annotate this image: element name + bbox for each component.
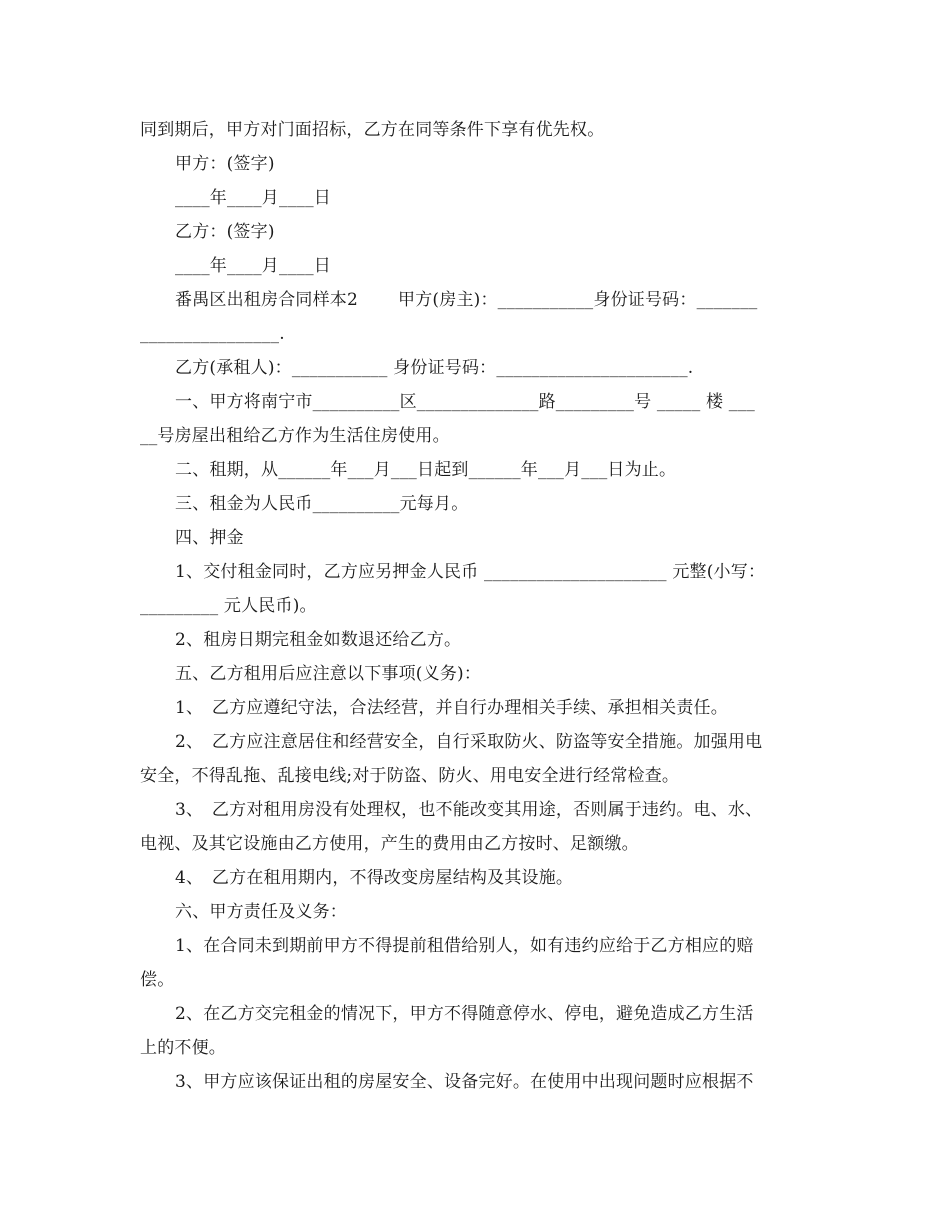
text-line: ________________. [140, 324, 285, 344]
party-b-line: 乙方(承租人)：___________ 身份证号码：______________________. [175, 358, 694, 378]
clause-1: 一、甲方将南宁市__________区______________路_________号 _____ 楼 ___ [175, 392, 755, 412]
text-line: 4、 乙方在租用期内，不得改变房屋结构及其设施。 [175, 868, 574, 888]
text-line: 3、甲方应该保证出租的房屋安全、设备完好。在使用中出现问题时应根据不 [175, 1072, 754, 1092]
text-line: 同到期后，甲方对门面招标，乙方在同等条件下享有优先权。 [140, 120, 605, 140]
text-line: 安全，不得乱拖、乱接电线;对于防盗、防火、用电安全进行经常检查。 [140, 766, 680, 786]
text-line: 2、 乙方应注意居住和经营安全，自行采取防火、防盗等安全措施。加强用电 [175, 732, 763, 752]
clause-2: 二、租期，从______年___月___日起到______年___月___日为止。 [175, 460, 677, 480]
text-line: _________ 元人民币)。 [140, 596, 317, 616]
text-line: 1、交付租金同时，乙方应另押金人民币 _____________________ 元整(小写： [175, 562, 766, 582]
text-line: 1、 乙方应遵纪守法，合法经营，并自行办理相关手续、承担相关责任。 [175, 698, 728, 718]
clause-4-heading: 四、押金 [175, 528, 244, 548]
contract-title-line: 番禺区出租房合同样本2 甲方(房主)：___________身份证号码：_______ [175, 290, 758, 310]
clause-3: 三、租金为人民币__________元每月。 [175, 494, 469, 514]
date-line: ____年____月____日 [175, 188, 331, 208]
text-line: __号房屋出租给乙方作为生活住房使用。 [140, 426, 450, 446]
party-b-signature: 乙方：(签字) [175, 222, 275, 242]
text-line: 电视、及其它设施由乙方使用，产生的费用由乙方按时、足额缴。 [140, 834, 639, 854]
text-line: 偿。 [140, 970, 175, 990]
text-line: 1、在合同未到期前甲方不得提前租借给别人，如有违约应给于乙方相应的赔 [175, 936, 754, 956]
clause-5-heading: 五、乙方租用后应注意以下事项(义务)： [175, 664, 482, 684]
text-line: 3、 乙方对租用房没有处理权，也不能改变其用途，否则属于违约。电、水、 [175, 800, 763, 820]
clause-6-heading: 六、甲方责任及义务： [175, 902, 347, 922]
text-line: 2、在乙方交完租金的情况下，甲方不得随意停水、停电，避免造成乙方生活 [175, 1004, 754, 1024]
text-line: 2、租房日期完租金如数退还给乙方。 [175, 630, 462, 650]
date-line: ____年____月____日 [175, 256, 331, 276]
party-a-signature: 甲方：(签字) [175, 154, 275, 174]
text-line: 上的不便。 [140, 1038, 226, 1058]
